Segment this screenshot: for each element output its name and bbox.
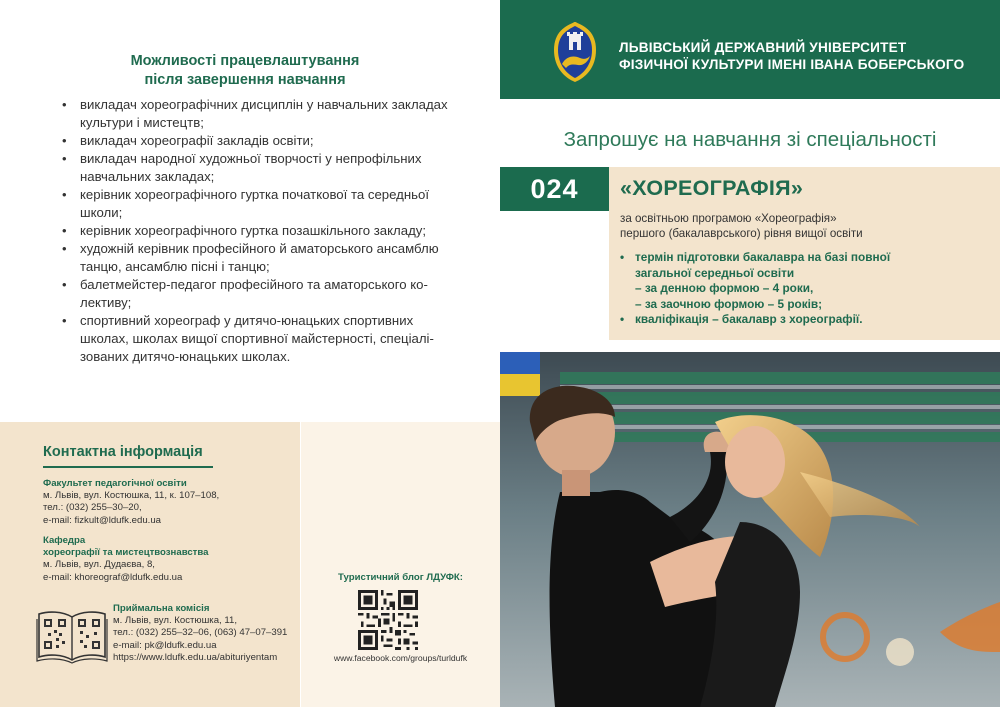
specialty-detail-text: – за заочною формою – 5 років; bbox=[635, 296, 823, 311]
specialty-detail bbox=[620, 312, 890, 328]
career-item-line1: спортивний хореограф у дитячо-юнацьких спортивних bbox=[80, 313, 414, 328]
career-item-line2: навчальних закладах; bbox=[80, 169, 215, 184]
department-name-line1: Кафедра bbox=[43, 535, 86, 546]
specialty-detail-text: термін підготовки бакалавра на базі повної bbox=[635, 250, 891, 264]
admission-email[interactable]: e-mail: pk@ldufk.edu.ua bbox=[113, 639, 217, 651]
specialty-detail bbox=[620, 266, 890, 282]
bullet-icon: • bbox=[62, 187, 67, 202]
specialty-code: 024 bbox=[500, 167, 609, 211]
bullet-icon: • bbox=[62, 151, 67, 166]
bullet-icon: • bbox=[62, 97, 67, 112]
department-address: м. Львів, вул. Дудаєва, 8, bbox=[43, 559, 155, 571]
admission-phone: тел.: (032) 255–32–06, (063) 47–07–391 bbox=[113, 627, 288, 639]
specialty-detail-text: – за денною формою – 4 роки, bbox=[635, 281, 814, 295]
career-item-line2: лективу; bbox=[80, 295, 132, 310]
career-item-line1: балетмейстер-педагог професійного та аматорського ко- bbox=[80, 277, 428, 292]
career-item bbox=[62, 222, 462, 240]
specialty-title: «ХОРЕОГРАФІЯ» bbox=[620, 176, 804, 200]
career-item bbox=[62, 96, 462, 132]
bullet-icon: • bbox=[62, 223, 67, 238]
career-item bbox=[62, 276, 462, 312]
career-item bbox=[62, 312, 462, 366]
career-title-line1: Можливості працевлаштування bbox=[130, 53, 360, 69]
career-item-line2: школах, школах вищої спортивної майстерності, спеціалі- bbox=[80, 331, 434, 346]
specialty-subtitle bbox=[620, 212, 863, 241]
qr-code-icon[interactable] bbox=[358, 590, 418, 650]
book-qr-code-icon bbox=[36, 607, 108, 665]
bullet-icon: • bbox=[62, 241, 67, 256]
university-name-line2: ФІЗИЧНОЇ КУЛЬТУРИ ІМЕНІ ІВАНА БОБЕРСЬКОГО bbox=[619, 57, 965, 72]
career-item-line1: викладач хореографічних дисциплін у навчальних закладах bbox=[80, 97, 448, 112]
bullet-icon: • bbox=[62, 133, 67, 148]
bullet-icon: • bbox=[62, 277, 67, 292]
blog-section bbox=[301, 422, 500, 707]
contact-section bbox=[0, 422, 300, 707]
admission-contact bbox=[113, 603, 287, 664]
right-panel bbox=[500, 0, 1000, 707]
career-item-line3: зованих дитячо-юнацьких школах. bbox=[80, 349, 291, 364]
career-item bbox=[62, 132, 462, 150]
career-item-line2: танцю, ансамблю пісні і танцю; bbox=[80, 259, 270, 274]
admission-url[interactable]: https://www.ldufk.edu.ua/abituriyentam bbox=[113, 651, 278, 663]
career-item-line1: викладач народної художньої творчості у непрофільних bbox=[80, 151, 422, 166]
university-crest-icon bbox=[552, 20, 598, 84]
specialty-subtitle-line2: першого (бакалаврського) рівня вищої освіти bbox=[620, 226, 863, 240]
department-email[interactable]: e-mail: khoreograf@ldufk.edu.ua bbox=[43, 571, 183, 583]
career-item bbox=[62, 240, 462, 276]
career-section bbox=[0, 0, 500, 422]
faculty-address: м. Львів, вул. Костюшка, 11, к. 107–108, bbox=[43, 490, 220, 502]
admission-address: м. Львів, вул. Костюшка, 11, bbox=[113, 615, 237, 627]
specialty-detail-text: кваліфікація – бакалавр з хореографії. bbox=[635, 312, 863, 326]
bullet-icon: • bbox=[620, 312, 625, 326]
university-name-line1: ЛЬВІВСЬКИЙ ДЕРЖАВНИЙ УНІВЕРСИТЕТ bbox=[619, 40, 907, 55]
faculty-name: Факультет педагогічної освіти bbox=[43, 478, 187, 489]
blog-title: Туристичний блог ЛДУФК: bbox=[338, 572, 463, 583]
bullet-icon: • bbox=[620, 250, 625, 264]
contact-title: Контактна інформація bbox=[43, 444, 213, 468]
career-item bbox=[62, 150, 462, 186]
specialty-detail bbox=[620, 281, 890, 297]
specialty-detail bbox=[620, 297, 890, 313]
department-contact bbox=[43, 535, 209, 584]
career-item bbox=[62, 186, 462, 222]
specialty-detail-text: загальної середньої освіти bbox=[635, 265, 795, 280]
specialty-box bbox=[609, 167, 1000, 340]
bullet-icon: • bbox=[62, 313, 67, 328]
career-item-line2: культури і мистецтв; bbox=[80, 115, 204, 130]
faculty-contact bbox=[43, 478, 219, 527]
career-item-line1: викладач хореографії закладів освіти; bbox=[80, 133, 314, 148]
invite-heading: Запрошує на навчання зі спеціальності bbox=[563, 128, 937, 151]
career-item-line2: школи; bbox=[80, 205, 123, 220]
university-header bbox=[500, 0, 1000, 99]
department-name-line2: хореографії та мистецтвознавства bbox=[43, 547, 209, 559]
blog-url[interactable]: www.facebook.com/groups/turldufk bbox=[333, 653, 468, 663]
specialty-subtitle-line1: за освітньою програмою «Хореографія» bbox=[620, 212, 837, 225]
faculty-email[interactable]: e-mail: fizkult@ldufk.edu.ua bbox=[43, 514, 161, 526]
career-item-line1: керівник хореографічного гуртка початкової та середньої bbox=[80, 187, 430, 202]
admission-name: Приймальна комісія bbox=[113, 603, 210, 614]
career-title bbox=[0, 52, 490, 90]
career-title-line2: після завершення навчання bbox=[144, 72, 346, 88]
dance-couple-photo bbox=[500, 352, 1000, 707]
career-item-line1: художній керівник професійного й аматорського ансамблю bbox=[80, 241, 439, 256]
specialty-detail bbox=[620, 250, 890, 266]
career-item-line1: керівник хореографічного гуртка позашкільного закладу; bbox=[80, 223, 427, 238]
faculty-phone: тел.: (032) 255–30–20, bbox=[43, 502, 142, 514]
university-name bbox=[619, 39, 964, 73]
career-list bbox=[62, 96, 462, 366]
specialty-details-list bbox=[620, 250, 890, 328]
